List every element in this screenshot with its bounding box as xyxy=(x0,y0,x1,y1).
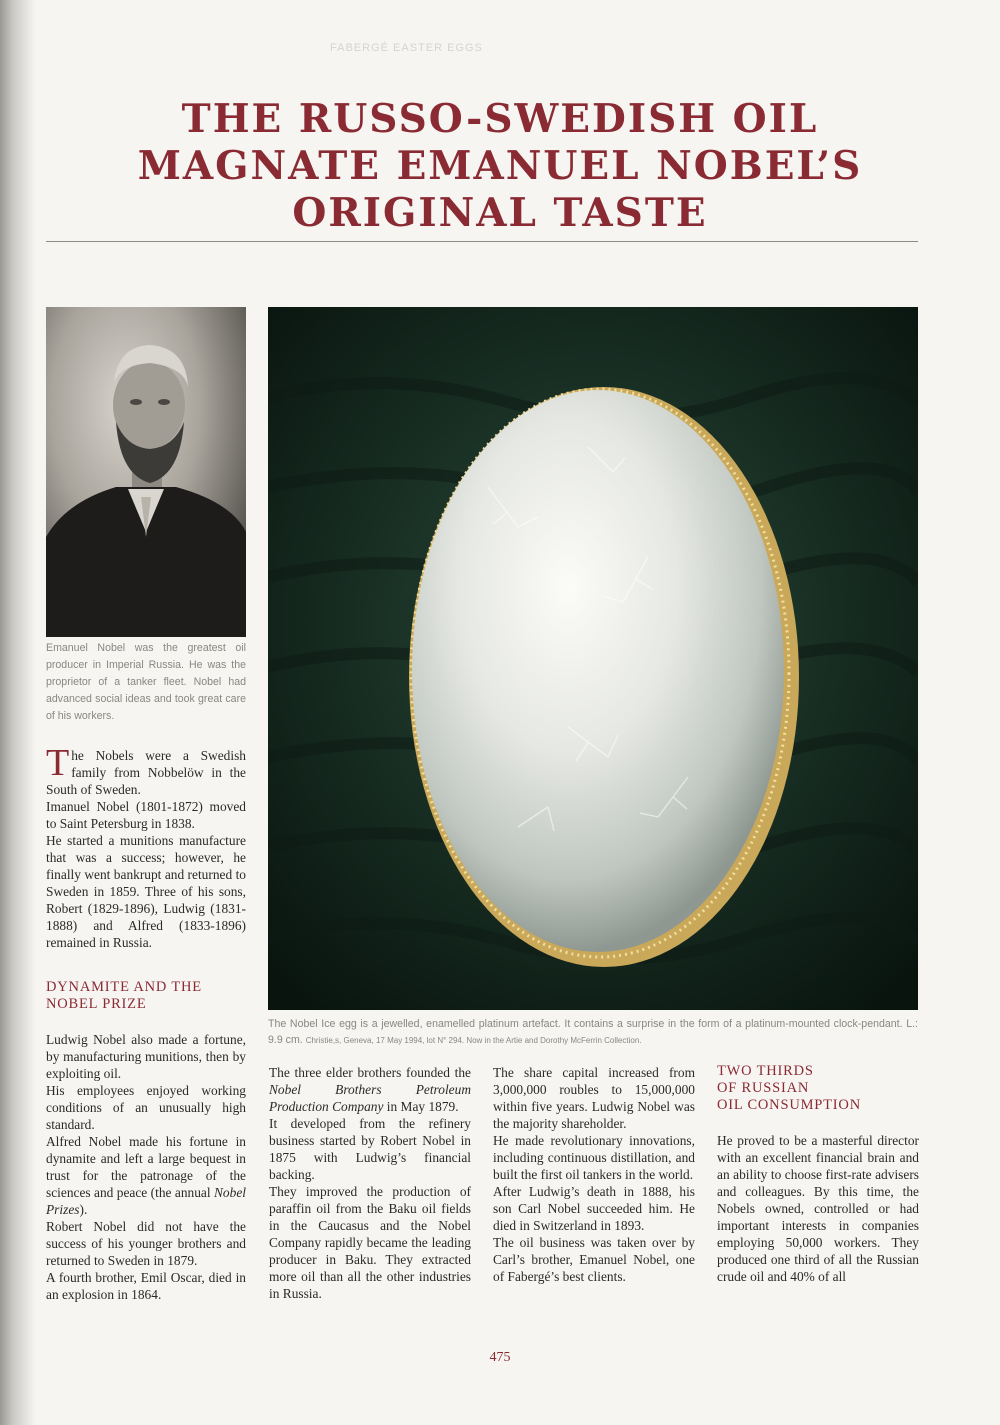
title-line: ORIGINAL TASTE xyxy=(292,190,708,236)
portrait-caption: Emanuel Nobel was the greatest oil producer in Imperial Russia. He was the proprietor of a tanker fleet. Nobel had advanced social ideas and took great care of his workers. xyxy=(46,642,246,722)
heading-line: OIL CONSUMPTION xyxy=(717,1097,861,1113)
heading-dynamite xyxy=(46,979,246,1013)
book-gutter-shadow xyxy=(0,0,36,1425)
egg-caption-source: Christie,s, Geneva, 17 May 1994, lot N° 294. Now in the Artie and Dorothy McFerrin Collection. xyxy=(305,1036,642,1045)
body-paragraph: The oil business was taken over by Carl’s brother, Emanuel Nobel, one of Fabergé’s best clients. xyxy=(493,1235,695,1284)
title-line: THE RUSSO-SWEDISH OIL xyxy=(181,96,819,142)
column-1-intro xyxy=(46,742,246,951)
column-2 xyxy=(269,1064,471,1302)
heading-line: DYNAMITE AND THE xyxy=(46,979,202,995)
column-3 xyxy=(493,1064,695,1285)
body-paragraph: Alfred Nobel made his fortune in dynamite and left a large bequest in trust for the patronage of the sciences and peace (the annual Nobel Prizes). xyxy=(46,1134,246,1217)
title-divider xyxy=(46,241,918,242)
body-paragraph: He proved to be a masterful director with an excellent financial brain and an ability to choose first-rate advisers and colleagues. By this time, the Nobels owned, controlled or had important interests in companies employing 50,000 workers. They produced one third of all the Russian crude oil and 40% of all xyxy=(717,1133,919,1284)
portrait-illustration xyxy=(46,307,246,637)
body-paragraph: He started a munitions manufacture that was a success; however, he finally went bankrupt and returned to Sweden in 1859. Three of his sons, Robert (1829-1896), Ludwig (1831-1888) and Alfred (1833-1896) remained in Russia. xyxy=(46,833,246,950)
heading-line: OF RUSSIAN xyxy=(717,1080,810,1096)
egg-caption xyxy=(268,1016,918,1049)
body-paragraph: After Ludwig’s death in 1888, his son Carl Nobel succeeded him. He died in Switzerland in 1893. xyxy=(493,1184,695,1233)
ghost-running-head: FABERGÉ EASTER EGGS xyxy=(330,42,483,54)
body-paragraph: Robert Nobel did not have the success of his younger brothers and returned to Sweden in 1879. xyxy=(46,1219,246,1268)
body-paragraph: The three elder brothers founded the Nobel Brothers Petroleum Production Company in May 1879. xyxy=(269,1065,471,1114)
column-4 xyxy=(717,1132,919,1285)
egg-caption-main: The Nobel Ice egg is a jewelled, enamelled platinum artefact. It contains a surprise in the form of a platinum-mounted clock-pendant. L.: 9.9 cm. xyxy=(268,1018,918,1046)
nobel-ice-egg-photo xyxy=(268,307,918,1010)
body-paragraph: A fourth brother, Emil Oscar, died in an explosion in 1864. xyxy=(46,1270,246,1302)
body-paragraph: Imanuel Nobel (1801-1872) moved to Saint Petersburg in 1838. xyxy=(46,799,246,831)
page-title xyxy=(60,96,940,237)
body-paragraph: They improved the production of paraffin oil from the Baku oil fields in the Caucasus and the Nobel Company rapidly became the leading producer in Baku. They extracted more oil than all the other industries in Russia. xyxy=(269,1184,471,1301)
intro-paragraph: The Nobels were a Swedish family from Nobbelöw in the South of Sweden. xyxy=(46,742,246,797)
drop-cap: T xyxy=(46,742,70,784)
egg-illustration xyxy=(268,307,918,1010)
title-line: MAGNATE EMANUEL NOBEL’S xyxy=(137,143,863,189)
heading-two-thirds xyxy=(717,1063,919,1114)
body-paragraph: It developed from the refinery business started by Robert Nobel in 1875 with Ludwig’s financial backing. xyxy=(269,1116,471,1182)
body-paragraph: The share capital increased from 3,000,000 roubles to 15,000,000 within five years. Ludwig Nobel was the majority shareholder. xyxy=(493,1065,695,1131)
heading-line: TWO THIRDS xyxy=(717,1063,814,1079)
body-paragraph: He made revolutionary innovations, including continuous distillation, and built the first oil tankers in the world. xyxy=(493,1133,695,1182)
body-paragraph: His employees enjoyed working conditions of an unusually high standard. xyxy=(46,1083,246,1132)
heading-line: NOBEL PRIZE xyxy=(46,996,147,1012)
body-paragraph: Ludwig Nobel also made a fortune, by manufacturing munitions, then by exploiting oil. xyxy=(46,1032,246,1081)
column-1-body xyxy=(46,1031,246,1303)
portrait-photo xyxy=(46,307,246,637)
page-number: 475 xyxy=(489,1350,511,1365)
